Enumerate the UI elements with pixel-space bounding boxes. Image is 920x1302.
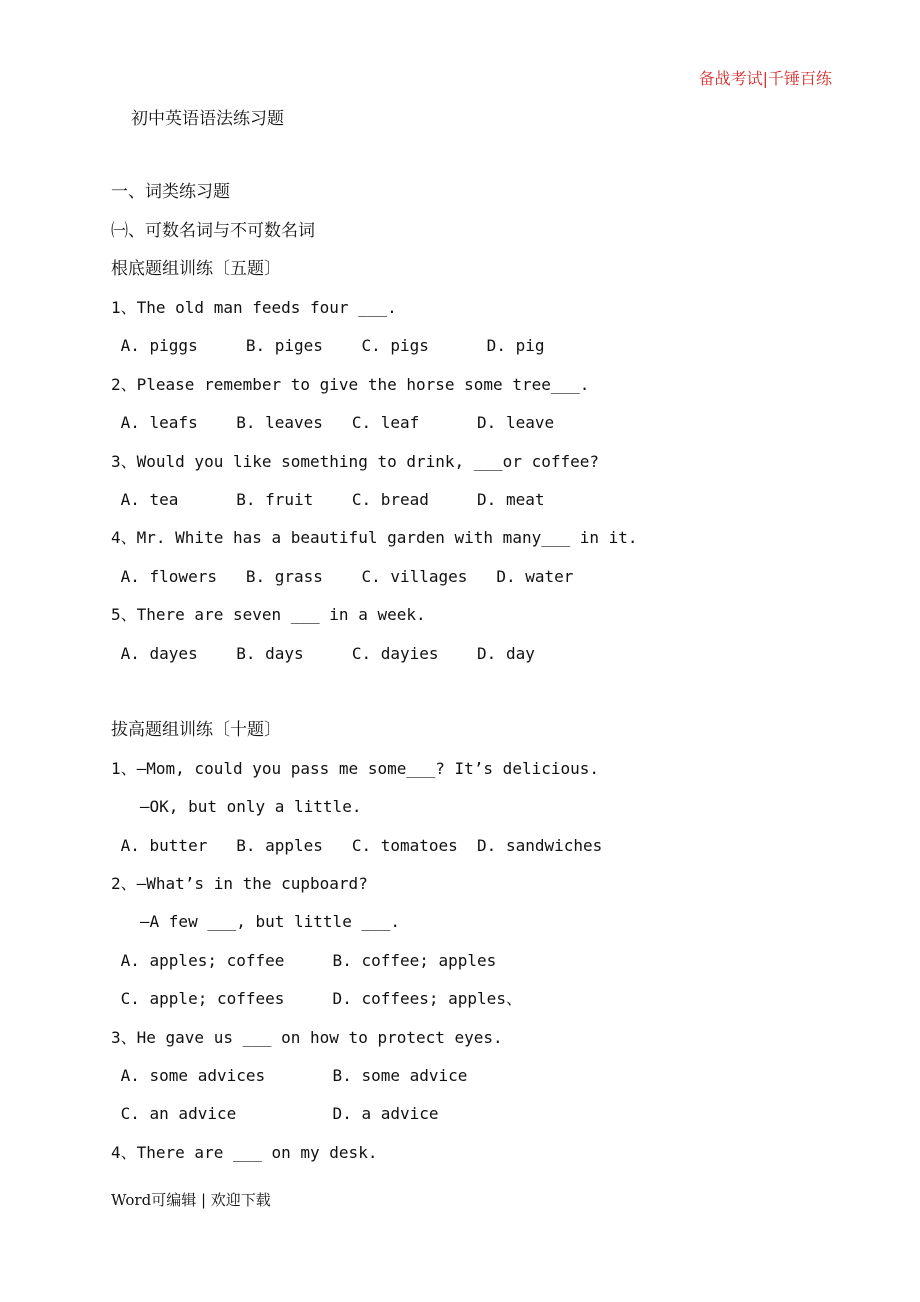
adv-answer-2: —A few ___, but little ___. bbox=[111, 912, 400, 931]
options-4: A. flowers B. grass C. villages D. water bbox=[111, 567, 574, 586]
footer-text: Word可编辑 | 欢迎下载 bbox=[111, 1191, 271, 1209]
subsection-heading: ㈠、可数名词与不可数名词 bbox=[111, 221, 315, 241]
question-4: 4、Mr. White has a beautiful garden with many___ in it. bbox=[111, 528, 638, 547]
header-brand: 备战考试|千锤百练 bbox=[698, 69, 832, 88]
options-3: A. tea B. fruit C. bread D. meat bbox=[111, 490, 545, 509]
options-5: A. dayes B. days C. dayies D. day bbox=[111, 644, 535, 663]
adv-answer-1: —OK, but only a little. bbox=[111, 797, 362, 816]
adv-options-2a: A. apples; coffee B. coffee; apples bbox=[111, 951, 497, 970]
adv-question-3: 3、He gave us ___ on how to protect eyes. bbox=[111, 1028, 503, 1047]
options-2: A. leafs B. leaves C. leaf D. leave bbox=[111, 413, 555, 432]
adv-options-3b: C. an advice D. a advice bbox=[111, 1104, 439, 1123]
question-5: 5、There are seven ___ in a week. bbox=[111, 605, 426, 624]
group-heading-basic: 根底题组训练〔五题〕 bbox=[111, 259, 281, 279]
question-1: 1、The old man feeds four ___. bbox=[111, 298, 397, 317]
adv-question-2: 2、—What’s in the cupboard? bbox=[111, 874, 368, 893]
adv-options-1: A. butter B. apples C. tomatoes D. sandwiches bbox=[111, 836, 603, 855]
question-2: 2、Please remember to give the horse some tree___. bbox=[111, 375, 590, 394]
options-1: A. piggs B. piges C. pigs D. pig bbox=[111, 336, 545, 355]
adv-options-2b: C. apple; coffees D. coffees; apples、 bbox=[111, 989, 522, 1008]
page-title: 初中英语语法练习题 bbox=[131, 109, 284, 129]
adv-question-4: 4、There are ___ on my desk. bbox=[111, 1143, 378, 1162]
group-heading-advanced: 拔高题组训练〔十题〕 bbox=[111, 720, 281, 740]
section-heading: 一、词类练习题 bbox=[111, 182, 230, 202]
adv-options-3a: A. some advices B. some advice bbox=[111, 1066, 468, 1085]
question-3: 3、Would you like something to drink, ___or coffee? bbox=[111, 452, 600, 471]
adv-question-1: 1、—Mom, could you pass me some___? It’s delicious. bbox=[111, 759, 600, 778]
